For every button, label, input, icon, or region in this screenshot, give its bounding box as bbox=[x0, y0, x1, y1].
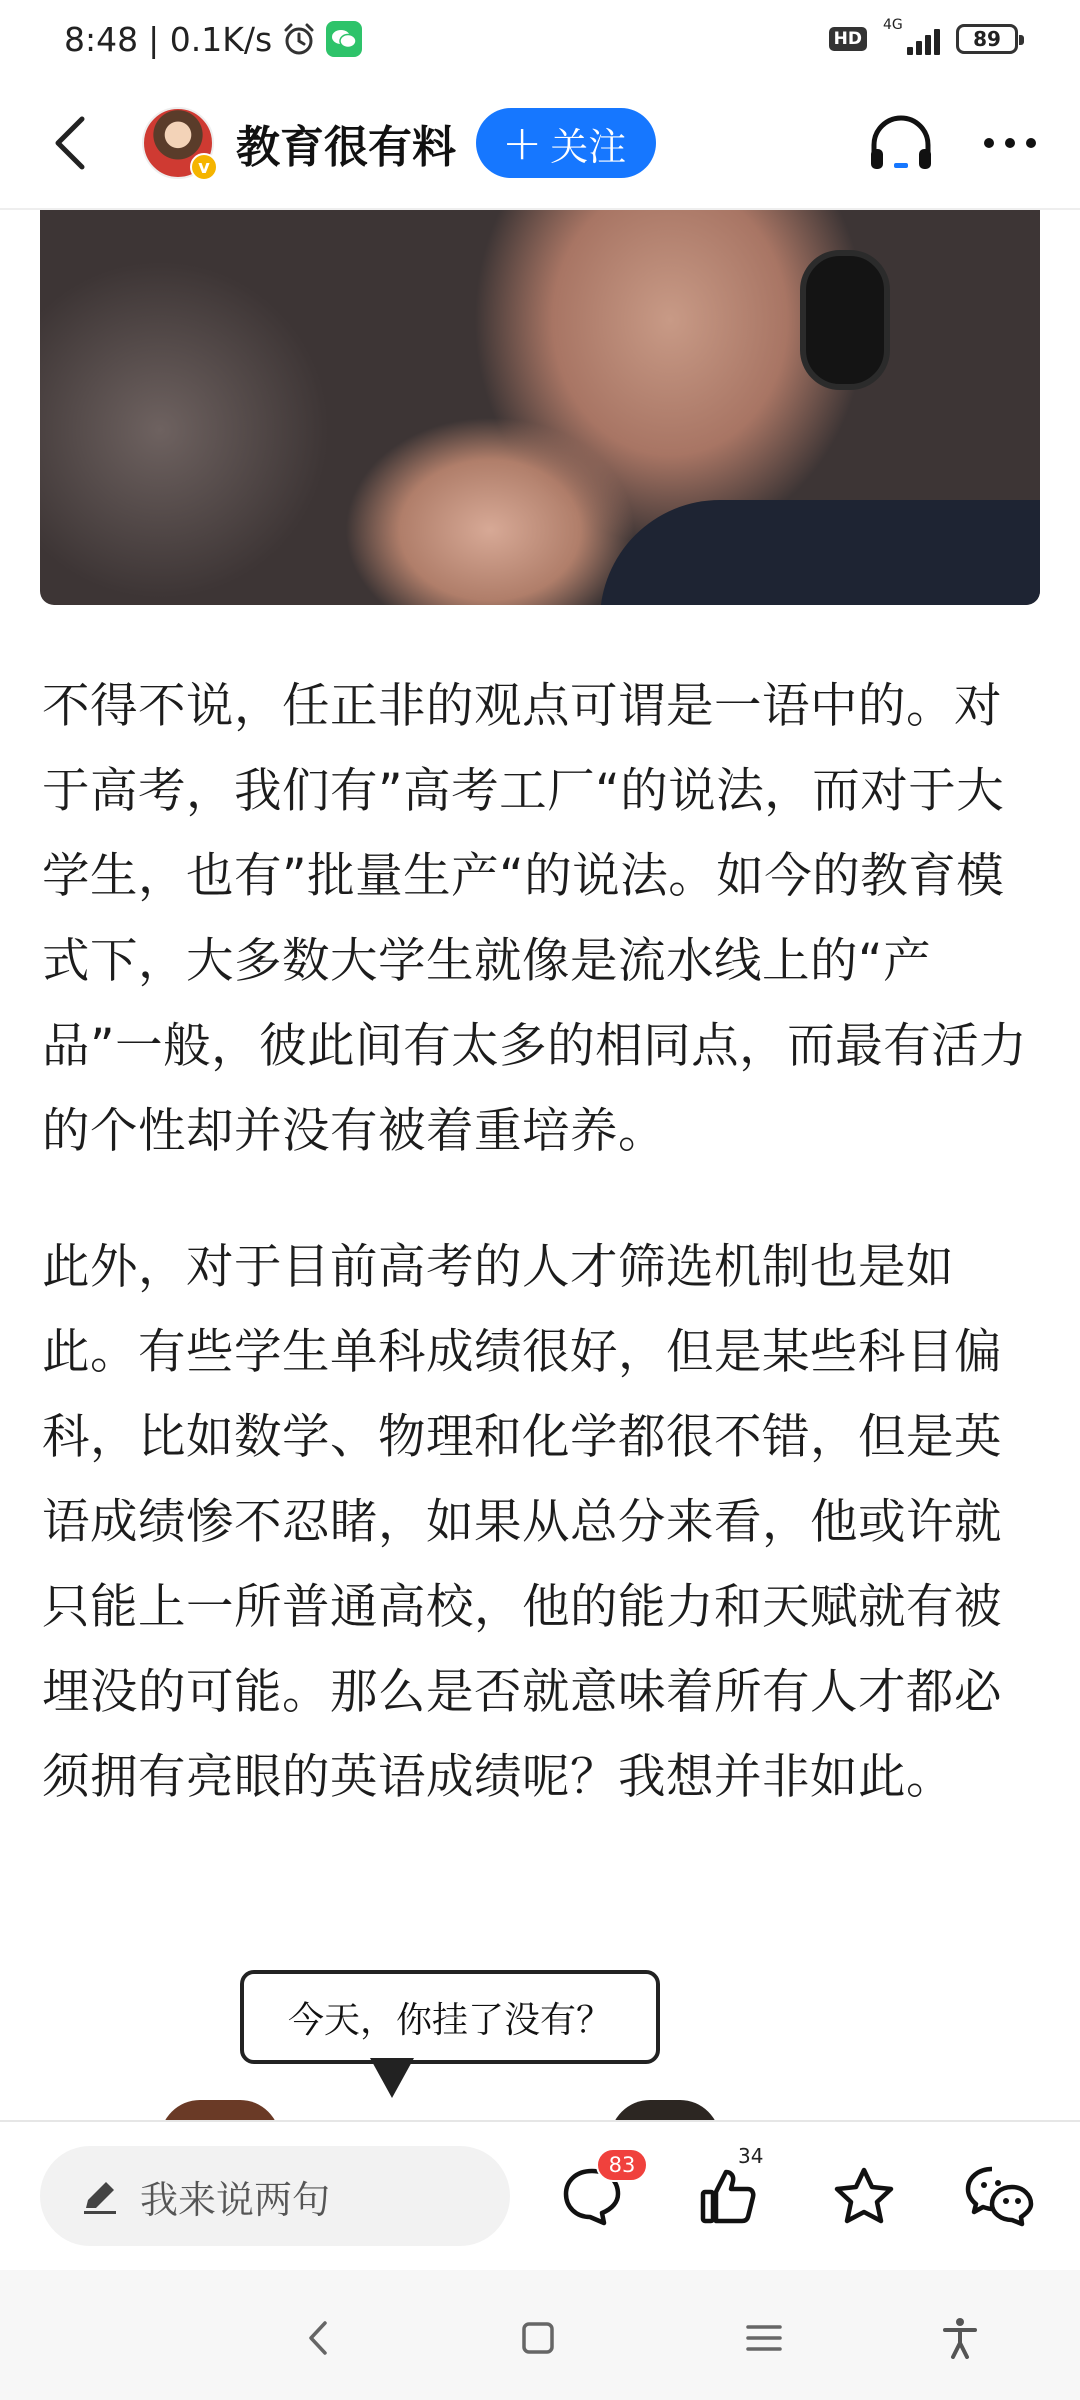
accessibility-button[interactable] bbox=[930, 2308, 990, 2368]
battery-level: 89 bbox=[973, 27, 1001, 51]
status-bar bbox=[0, 0, 1080, 78]
thumbs-up-icon bbox=[698, 2166, 758, 2226]
photo-headset bbox=[800, 250, 890, 390]
photo-suit bbox=[600, 500, 1040, 605]
plus-icon: + bbox=[502, 115, 543, 171]
comment-count-badge: 83 bbox=[596, 2148, 648, 2182]
listen-button[interactable] bbox=[866, 108, 936, 178]
speech-bubble bbox=[240, 1970, 660, 2064]
signal-icon bbox=[883, 17, 940, 55]
nav-menu-icon bbox=[746, 2323, 782, 2353]
like-count: 34 bbox=[738, 2144, 764, 2168]
article-photo[interactable] bbox=[40, 210, 1040, 605]
nav-menu-button[interactable] bbox=[734, 2308, 794, 2368]
follow-label: 关注 bbox=[550, 124, 627, 169]
favorite-button[interactable] bbox=[824, 2156, 904, 2236]
chevron-left-icon bbox=[52, 115, 86, 171]
article-header bbox=[0, 78, 1080, 210]
speech-tail bbox=[370, 2058, 414, 2098]
status-speed: | 0.1K/s bbox=[148, 19, 273, 59]
nav-back-icon bbox=[307, 2320, 329, 2356]
hd-badge: HD bbox=[829, 27, 867, 51]
article-comic-image[interactable] bbox=[40, 1940, 1040, 2120]
article-paragraph-2: 此外，对于目前高考的人才筛选机制也是如此。有些学生单科成绩很好，但是某些科目偏科，比如数学、物理和化学都很不错，但是英语成绩惨不忍睹，如果从总分来看，他或许就只能上一所普通高校，他的能力和天赋就有被埋没的可能。那么是否就意味着所有人才都必须拥有亮眼的英语成绩呢？我想并非如此。 bbox=[42, 1240, 1002, 1805]
author-name[interactable]: 教育很有料 bbox=[236, 122, 456, 173]
comic-figure-left bbox=[160, 2100, 280, 2120]
nav-back-button[interactable] bbox=[288, 2308, 348, 2368]
network-type: 4G bbox=[883, 17, 903, 33]
article-paragraph-1: 不得不说，任正非的观点可谓是一语中的。对于高考，我们有”高考工厂“的说法，而对于大学生，也有”批量生产“的说法。如今的教育模式下，大多数大学生就像是流水线上的“产品”一般，彼此间有太多的相同点，而最有活力的个性却并没有被着重培养。 bbox=[42, 679, 1028, 1159]
wechat-icon bbox=[326, 21, 362, 57]
status-right bbox=[829, 17, 1018, 55]
status-left bbox=[64, 20, 362, 59]
author-avatar[interactable] bbox=[142, 107, 214, 179]
share-wechat-button[interactable] bbox=[960, 2156, 1040, 2236]
comment-input[interactable] bbox=[40, 2146, 510, 2246]
back-button[interactable] bbox=[52, 108, 102, 178]
star-icon bbox=[833, 2166, 895, 2226]
alarm-icon bbox=[282, 22, 316, 56]
headphones-icon bbox=[868, 113, 934, 173]
follow-button[interactable] bbox=[476, 108, 656, 178]
accessibility-icon bbox=[942, 2317, 978, 2359]
system-nav-bar bbox=[0, 2270, 1080, 2400]
comments-button[interactable] bbox=[552, 2153, 636, 2236]
battery-icon bbox=[956, 24, 1018, 54]
pencil-icon bbox=[80, 2176, 120, 2216]
comment-placeholder: 我来说两句 bbox=[140, 2177, 331, 2222]
like-button[interactable] bbox=[688, 2144, 768, 2236]
status-time: 8:48 bbox=[64, 19, 139, 59]
more-button[interactable] bbox=[980, 108, 1040, 178]
comic-figure-right bbox=[610, 2100, 720, 2120]
nav-home-button[interactable] bbox=[508, 2308, 568, 2368]
speech-text: 今天，你挂了没有？ bbox=[287, 1999, 612, 2041]
verified-badge: v bbox=[190, 153, 218, 181]
wechat-share-icon bbox=[964, 2165, 1036, 2227]
bottom-action-bar bbox=[0, 2120, 1080, 2270]
more-dots-icon bbox=[983, 137, 1037, 149]
nav-home-icon bbox=[521, 2321, 555, 2355]
